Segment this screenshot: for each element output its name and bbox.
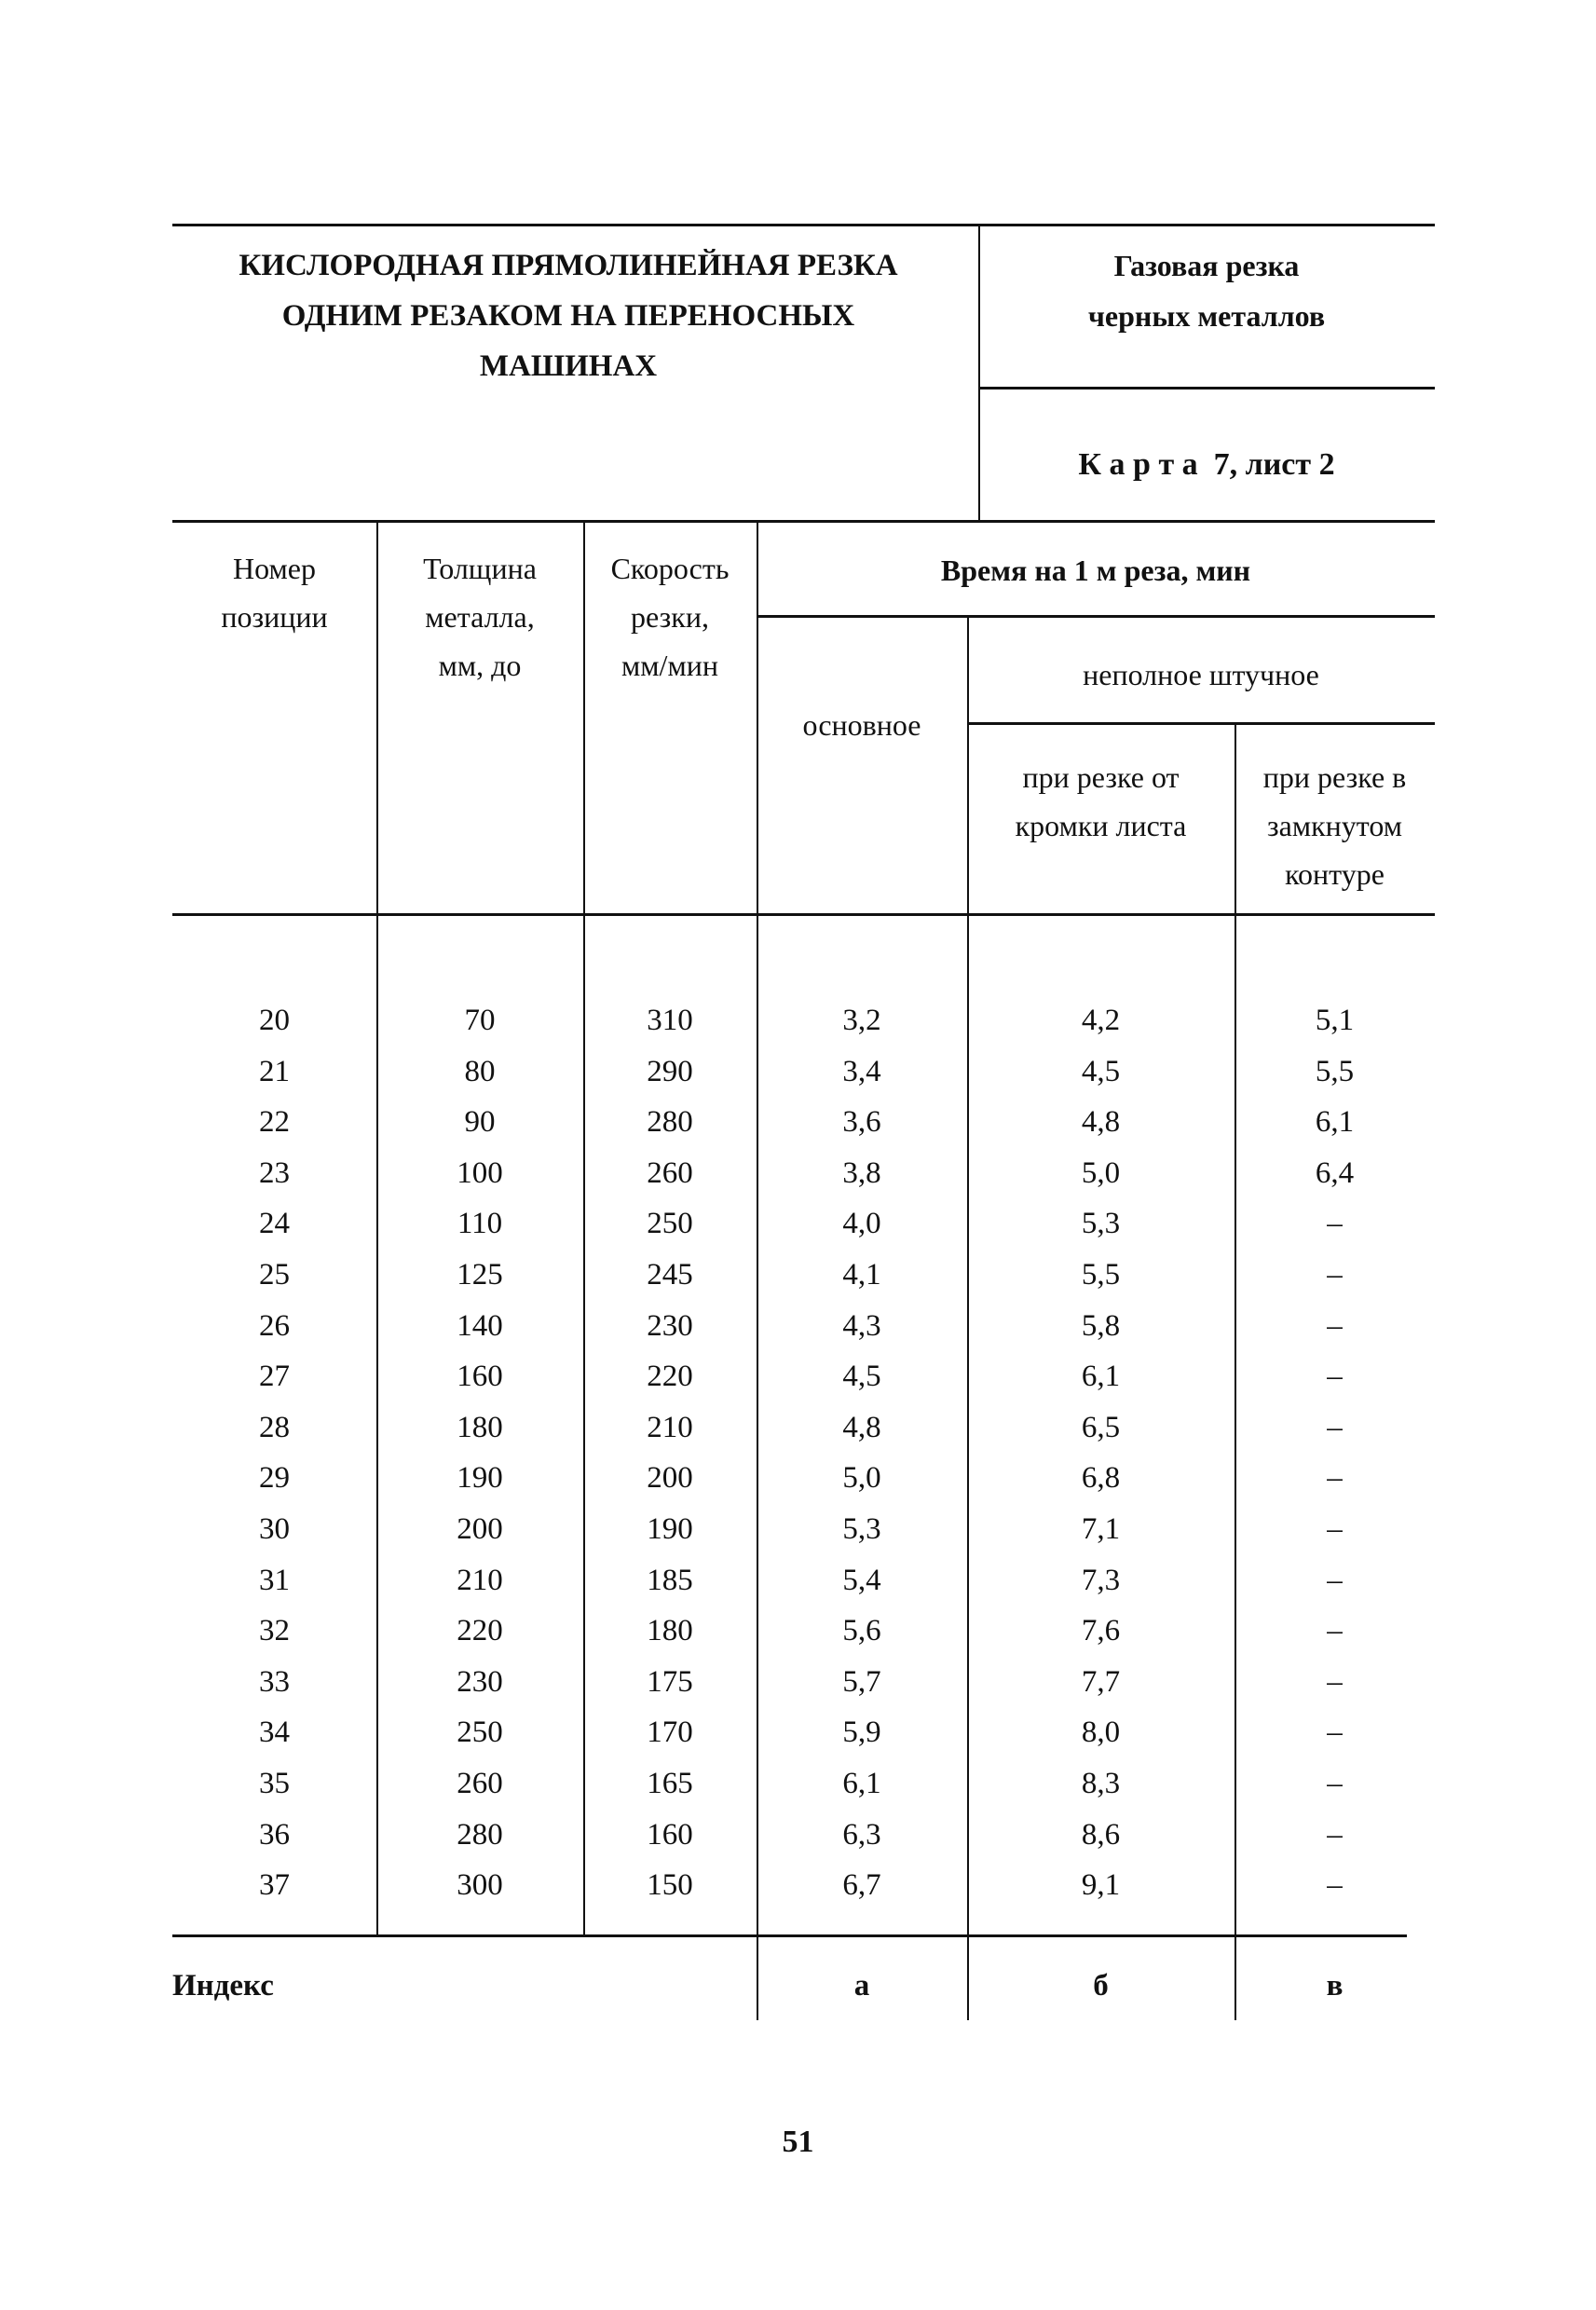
page-number: 51	[782, 2125, 814, 2159]
cell-position: 26	[259, 1308, 290, 1343]
cell-closed: –	[1327, 1563, 1343, 1597]
cell-position: 25	[259, 1258, 290, 1292]
col-speed-header: Скорость резки, мм/мин	[610, 552, 730, 682]
cell-edge: 6,8	[1081, 1461, 1121, 1496]
cell-speed: 180	[647, 1614, 693, 1648]
cell-position: 23	[259, 1155, 290, 1190]
cell-speed: 290	[647, 1054, 693, 1088]
cell-speed: 190	[647, 1512, 693, 1546]
col-closed-header: при резке в замкнутом контуре	[1262, 760, 1407, 891]
cell-basic: 3,6	[842, 1105, 881, 1140]
cell-closed: –	[1327, 1715, 1343, 1750]
cell-thickness: 125	[457, 1258, 503, 1292]
cell-edge: 4,2	[1081, 1004, 1121, 1037]
index-c: в	[1326, 1969, 1344, 2002]
cell-thickness: 260	[457, 1767, 503, 1800]
cell-closed: –	[1327, 1410, 1343, 1444]
col-thickness-header: Толщина металла, мм, до	[423, 552, 537, 682]
cell-closed: –	[1327, 1664, 1343, 1699]
cell-closed: 5,1	[1315, 1004, 1355, 1037]
cell-speed: 250	[647, 1207, 693, 1241]
cell-basic: 4,8	[842, 1410, 881, 1444]
cell-closed: –	[1327, 1308, 1343, 1343]
title-line-1: КИСЛОРОДНАЯ ПРЯМОЛИНЕЙНАЯ РЕЗКА	[239, 249, 898, 282]
cell-edge: 7,1	[1081, 1512, 1121, 1546]
cell-closed: 5,5	[1315, 1054, 1355, 1088]
cell-basic: 6,7	[842, 1868, 881, 1903]
card-label: К а р т а 7, лист 2	[1078, 447, 1335, 482]
cell-basic: 4,3	[842, 1308, 881, 1343]
col-position-header: Номер позиции	[221, 552, 328, 634]
cell-position: 20	[259, 1004, 290, 1037]
col-edge-header: при резке от кромки листа	[1015, 760, 1187, 842]
cell-thickness: 100	[457, 1155, 503, 1190]
cell-thickness: 140	[457, 1308, 503, 1343]
cell-position: 37	[259, 1868, 290, 1903]
cell-edge: 4,5	[1081, 1054, 1121, 1088]
cell-closed: –	[1327, 1614, 1343, 1648]
cell-edge: 9,1	[1081, 1868, 1121, 1903]
cell-edge: 4,8	[1081, 1105, 1121, 1140]
cell-basic: 4,1	[842, 1258, 881, 1292]
cell-thickness: 80	[464, 1054, 496, 1088]
cell-speed: 175	[647, 1664, 693, 1699]
cell-edge: 6,5	[1081, 1410, 1121, 1444]
cell-edge: 8,6	[1081, 1817, 1121, 1852]
cell-closed: 6,1	[1315, 1105, 1355, 1140]
cell-edge: 5,0	[1081, 1155, 1121, 1190]
index-a: а	[853, 1969, 870, 2002]
cell-position: 30	[259, 1512, 290, 1546]
col-time-header: Время на 1 м реза, мин	[940, 554, 1251, 587]
header-bottom-rule	[172, 913, 1435, 916]
cell-closed: 6,4	[1315, 1155, 1355, 1190]
index-b: б	[1093, 1969, 1109, 2002]
cell-thickness: 70	[464, 1004, 496, 1037]
cell-thickness: 180	[457, 1410, 503, 1444]
cell-speed: 310	[647, 1004, 693, 1037]
cell-basic: 5,6	[842, 1614, 881, 1648]
cell-edge: 8,3	[1081, 1767, 1121, 1800]
cell-thickness: 110	[457, 1207, 503, 1241]
cell-thickness: 300	[457, 1868, 503, 1903]
cell-position: 21	[259, 1054, 290, 1088]
cell-closed: –	[1327, 1461, 1343, 1496]
cell-basic: 3,8	[842, 1155, 881, 1190]
cell-speed: 260	[647, 1155, 693, 1190]
cell-position: 33	[259, 1664, 290, 1699]
section-title	[978, 240, 1435, 341]
cell-basic: 6,1	[842, 1767, 881, 1800]
top-rule	[172, 224, 1435, 226]
cell-basic: 5,7	[842, 1664, 881, 1699]
cell-speed: 210	[647, 1410, 693, 1444]
cell-position: 34	[259, 1715, 290, 1750]
col-basic-header: основное	[802, 708, 921, 742]
table-bottom-rule	[172, 1934, 1407, 1937]
cell-basic: 6,3	[842, 1817, 881, 1852]
card-rule	[978, 387, 1435, 390]
cell-thickness: 250	[457, 1715, 503, 1750]
cell-position: 29	[259, 1461, 290, 1496]
incomplete-rule	[967, 722, 1435, 725]
cell-basic: 5,0	[842, 1461, 881, 1496]
time-rule	[757, 615, 1435, 618]
cell-thickness: 90	[464, 1105, 496, 1140]
cell-speed: 220	[647, 1360, 693, 1394]
cell-closed: –	[1327, 1512, 1343, 1546]
cell-speed: 245	[647, 1258, 693, 1292]
cell-edge: 7,3	[1081, 1563, 1121, 1597]
cell-closed: –	[1327, 1258, 1343, 1292]
page-title	[172, 240, 964, 391]
cell-basic: 3,4	[842, 1054, 881, 1088]
cell-edge: 5,8	[1081, 1308, 1121, 1343]
title-line-2: ОДНИМ РЕЗАКОМ НА ПЕРЕНОСНЫХ	[281, 299, 855, 333]
cell-closed: –	[1327, 1207, 1343, 1241]
cell-edge: 8,0	[1081, 1715, 1121, 1750]
cell-basic: 3,2	[842, 1004, 881, 1037]
cell-closed: –	[1327, 1360, 1343, 1394]
cell-position: 31	[259, 1563, 290, 1597]
cell-edge: 6,1	[1081, 1360, 1121, 1394]
col-incomplete-header: неполное штучное	[1083, 658, 1319, 691]
cell-basic: 5,4	[842, 1563, 881, 1597]
cell-speed: 185	[647, 1563, 693, 1597]
cell-position: 36	[259, 1817, 290, 1852]
cell-thickness: 280	[457, 1817, 503, 1852]
cell-speed: 165	[647, 1767, 693, 1800]
cell-closed: –	[1327, 1767, 1343, 1800]
cell-position: 27	[259, 1360, 290, 1394]
cell-position: 22	[259, 1105, 290, 1140]
cell-edge: 5,3	[1081, 1207, 1121, 1241]
cell-thickness: 190	[457, 1461, 503, 1496]
cell-speed: 230	[647, 1308, 693, 1343]
section-line-1: Газовая резка	[1113, 249, 1300, 282]
cell-closed: –	[1327, 1868, 1343, 1903]
cell-thickness: 160	[457, 1360, 503, 1394]
cell-edge: 7,7	[1081, 1664, 1121, 1699]
section-line-2: черных металлов	[1087, 299, 1326, 333]
cell-closed: –	[1327, 1817, 1343, 1852]
cell-speed: 280	[647, 1105, 693, 1140]
cell-thickness: 230	[457, 1664, 503, 1699]
cell-thickness: 210	[457, 1563, 503, 1597]
cell-speed: 150	[647, 1868, 693, 1903]
cell-speed: 160	[647, 1817, 693, 1852]
cell-edge: 7,6	[1081, 1614, 1121, 1648]
cell-position: 32	[259, 1614, 290, 1648]
cell-edge: 5,5	[1081, 1258, 1121, 1292]
cell-thickness: 220	[457, 1614, 503, 1648]
cell-position: 24	[259, 1207, 290, 1241]
cell-basic: 4,5	[842, 1360, 881, 1394]
cell-speed: 170	[647, 1715, 693, 1750]
title-line-3: МАШИНАХ	[479, 349, 658, 383]
cell-basic: 4,0	[842, 1207, 881, 1241]
cell-thickness: 200	[457, 1512, 503, 1546]
index-label: Индекс	[172, 1969, 274, 2002]
cell-basic: 5,9	[842, 1715, 881, 1750]
cell-basic: 5,3	[842, 1512, 881, 1546]
table-top-rule	[172, 520, 1435, 523]
cell-position: 28	[259, 1410, 290, 1444]
cell-position: 35	[259, 1767, 290, 1800]
cell-speed: 200	[647, 1461, 693, 1496]
